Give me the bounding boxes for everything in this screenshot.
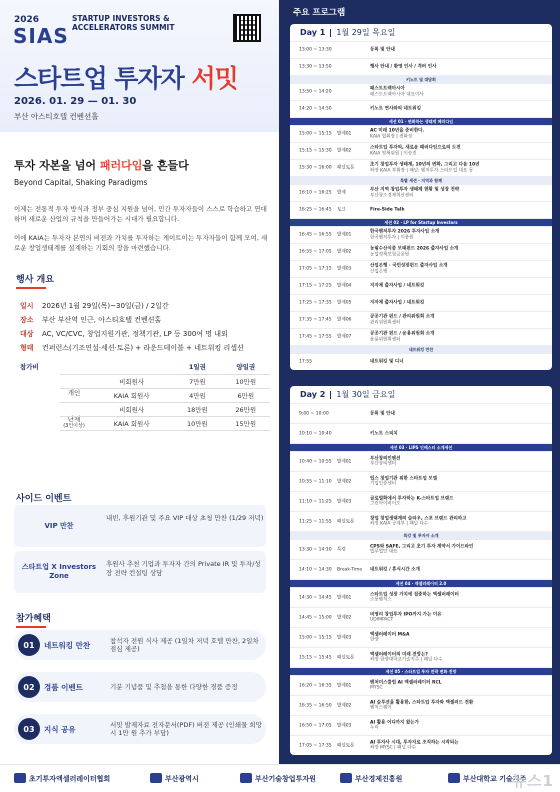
schedule-row xyxy=(290,311,552,328)
row-time: 16:45 ~ 16:55 xyxy=(299,232,332,238)
row-title: 창업 창업생태계의 슬라우, 스포 브랜드 관리하고 xyxy=(370,516,467,521)
day-header xyxy=(290,24,552,41)
schedule-row xyxy=(290,511,552,531)
row-value: 2026년 1월 29일(목)~30일(금) / 2일간 xyxy=(42,302,169,310)
row-content xyxy=(370,496,545,507)
row-detail: MYSC xyxy=(370,685,383,691)
row-content xyxy=(370,612,545,623)
event-year: 2026 xyxy=(14,15,40,25)
row-time: 16:25 ~ 16:45 xyxy=(299,207,332,213)
schedule-row xyxy=(290,539,552,559)
session-header: 특강 및 투자자 소개 xyxy=(290,531,552,539)
row-value: 부산 부산역 인근, 아스티호텔 컨벤션홀 xyxy=(42,316,162,324)
overview-row xyxy=(20,329,228,339)
row-content xyxy=(370,476,545,487)
kaia-logo-icon xyxy=(14,773,26,783)
day-label: Day 2 xyxy=(300,390,326,399)
row-detail: 농업정책보험금융원 xyxy=(370,252,410,257)
row-title: 등록 및 안내 xyxy=(370,410,395,416)
fee-group-team-note: (3인이상) xyxy=(63,423,85,429)
row-role: 패널토론 xyxy=(337,742,355,748)
row-title: AI 활용 어디까지 왔는가 xyxy=(370,720,419,725)
row-role: 패널토론 xyxy=(337,518,355,524)
row-role: 발제02 xyxy=(337,478,352,484)
row-title: 네트워킹 / 휴식시간 소개 xyxy=(370,566,420,572)
row-content xyxy=(370,567,545,573)
sponsor-bar xyxy=(0,764,560,792)
day-date: 1월 29일 목요일 xyxy=(336,28,396,37)
day-date: 1월 30일 금요일 xyxy=(336,390,396,399)
benefit-item xyxy=(14,630,266,660)
row-key: 형태 xyxy=(20,344,34,352)
benefit-label: 네트워킹 만찬 xyxy=(44,640,91,650)
row-time: 17:55 xyxy=(299,359,312,365)
schedule-row xyxy=(290,243,552,260)
row-content xyxy=(370,264,545,275)
row-title: Fire-Side Talk xyxy=(370,207,405,213)
table-row xyxy=(60,402,270,416)
row-role: 발제04 xyxy=(337,283,352,289)
row-content xyxy=(370,720,545,731)
schedule-rows xyxy=(290,403,552,755)
row-content xyxy=(370,315,545,326)
title-main: 스타트업 투자자 xyxy=(14,64,184,93)
row-time: 10:10 ~ 10:40 xyxy=(299,430,332,436)
fee-cell: 26만원 xyxy=(222,402,270,416)
row-time: 11:10 ~ 11:25 xyxy=(299,498,332,504)
event-title xyxy=(14,59,238,95)
fee-table xyxy=(60,360,270,431)
busan-logo-icon xyxy=(150,773,162,783)
row-time: 14:30 ~ 14:45 xyxy=(299,594,332,600)
schedule-row xyxy=(290,294,552,311)
row-time: 17:45 ~ 17:55 xyxy=(299,334,332,340)
row-key: 장소 xyxy=(20,316,34,324)
row-title: 패스트트랙아시아 xyxy=(370,86,405,92)
row-role: 발제01 xyxy=(337,232,352,238)
row-content xyxy=(370,544,545,555)
row-content xyxy=(370,592,545,603)
benefit-text: 참석자 전원 식사 제공 (1일차 저녁 호텔 만찬, 2일차 점심 제공) xyxy=(110,636,259,653)
row-detail: KAIA 정책위원 | 이승진 xyxy=(370,151,417,156)
watermark: 뉴스1 xyxy=(511,772,554,790)
row-detail: 누리 xyxy=(370,725,379,731)
row-role: 발제03 xyxy=(337,722,352,728)
row-content xyxy=(370,332,545,343)
row-title: 한국벤처투자 2026 투자사업 소개 xyxy=(370,229,440,235)
row-value: 컨퍼런스(기조연설·세션·토론) + 라운드테이블 + 네트워킹 리셉션 xyxy=(42,344,244,352)
schedule-row xyxy=(290,260,552,277)
row-time: 13:00 ~ 13:30 xyxy=(299,47,332,53)
program-column xyxy=(279,0,560,764)
row-role: 발제03 xyxy=(337,634,352,640)
schedule-row xyxy=(290,587,552,607)
row-title: AC 미래 10년을 준비한다. xyxy=(370,128,425,134)
row-content xyxy=(370,106,545,112)
logo-subtitle: STARTUP INVESTORS & ACCELERATORS SUMMIT xyxy=(72,14,175,32)
row-detail: 좌장 KAIA 공제부 | 패널 다수 xyxy=(370,521,429,527)
event-dates: 2026. 01. 29 — 01. 30 xyxy=(14,96,137,107)
fee-label: 참가비 xyxy=(20,363,39,371)
session-header: 세션 02 · LP for Startup Investors xyxy=(290,218,552,226)
benefit-label: 경품 이벤트 xyxy=(44,682,83,692)
row-time: 14:10 ~ 14:30 xyxy=(299,566,332,572)
row-role: 발제02 xyxy=(337,148,352,154)
row-title: 등록 및 안내 xyxy=(370,47,395,53)
row-content xyxy=(370,300,545,306)
row-title: 공공기관 펀드 / 운용위원회 소개 xyxy=(370,331,435,337)
schedule-row xyxy=(290,100,552,117)
row-time: 13:30 ~ 14:10 xyxy=(299,546,332,552)
side-event-label: VIP 만찬 xyxy=(44,521,74,530)
row-role: 발제02 xyxy=(337,249,352,255)
fee-cell: 비회원사 xyxy=(90,374,173,388)
row-detail: 좌장 한양대학교기술지주 | 패널 다수 xyxy=(370,657,443,663)
row-title: 부산 지역 창업투자 생태계 현황 및 성장 전략 xyxy=(370,187,460,193)
row-detail: 소풍벤처스 xyxy=(370,597,392,603)
row-title: 초기 창업투자 생태계, 10년의 변화, 그리고 다음 10년 xyxy=(370,162,480,168)
row-time: 14:45 ~ 15:00 xyxy=(299,614,332,620)
sponsor-name: 부산기술창업투자원 xyxy=(255,775,316,783)
row-detail: 부산창조경제혁신센터 xyxy=(370,193,414,198)
row-title: 농림수산식품 모태펀드 2026 출자사업 소개 xyxy=(370,246,459,252)
fee-cell: 4만원 xyxy=(173,388,221,402)
fee-col-header: 1일권 xyxy=(173,360,221,374)
benefit-number: 02 xyxy=(18,676,40,698)
row-title: 스타트업 투자의, 새로운 패러다임으로의 도전 xyxy=(370,145,461,151)
schedule-row xyxy=(290,226,552,243)
sponsor-logo xyxy=(240,773,316,784)
row-content xyxy=(370,129,545,140)
row-role: 발제05 xyxy=(337,300,352,306)
schedule-row xyxy=(290,735,552,755)
row-time: 10:55 ~ 11:10 xyxy=(299,478,332,484)
benefit-number: 03 xyxy=(18,718,40,740)
headline-pre: 투자 자본을 넘어 xyxy=(14,159,97,172)
row-time: 16:50 ~ 17:05 xyxy=(299,722,332,728)
row-detail: 패스트트랙아시아 대표이사 xyxy=(370,92,424,97)
intro-headline-en: Beyond Capital, Shaking Paradigms xyxy=(14,178,148,187)
row-detail: KAIA 협회장 | 전화성 xyxy=(370,134,413,139)
row-content xyxy=(370,188,545,199)
row-role: 발제03 xyxy=(337,498,352,504)
schedule-row xyxy=(290,559,552,579)
row-title: 비영리 창업투자 IPO까지 가는 이유 xyxy=(370,612,442,617)
row-detail: 한양 xyxy=(370,637,379,643)
schedule-row xyxy=(290,328,552,345)
schedule-row xyxy=(290,83,552,100)
row-role: Break-Time xyxy=(337,566,363,572)
day1-card xyxy=(290,24,552,370)
side-event-text: 후원사 추천 기업과 투자자 간의 Private IR 및 투자/성장 전략 컨설팅 상담 xyxy=(106,560,261,577)
fee-header-row xyxy=(60,360,270,374)
benefit-label: 지식 공유 xyxy=(44,724,76,734)
schedule-row xyxy=(290,201,552,218)
row-time: 17:05 ~ 17:35 xyxy=(299,742,332,748)
row-time: 9:00 ~ 10:00 xyxy=(299,410,329,416)
row-role: 토크 xyxy=(337,207,346,213)
sponsor-name: 부산경제진흥원 xyxy=(355,775,403,783)
event-venue: 부산 아스티호텔 컨벤션홀 xyxy=(14,112,99,121)
session-header: 특별 세션 · 지역과 함께 xyxy=(290,176,552,184)
row-value: AC, VC/CVC, 창업지원기관, 정책기관, LP 등 300여 명 내외 xyxy=(42,330,228,338)
schedule-row xyxy=(290,451,552,471)
row-content xyxy=(370,163,545,174)
row-detail: 그린아이바이오 xyxy=(370,501,401,507)
overview-row xyxy=(20,343,244,353)
row-detail: 좌장 KAIA 부회장 | 패널: 벤처투자 스타트업 대표 등 xyxy=(370,168,474,173)
benefit-item xyxy=(14,714,266,744)
overview-heading: 행사 개요 xyxy=(16,272,54,289)
row-role: 발제06 xyxy=(337,317,352,323)
row-time: 16:20 ~ 16:35 xyxy=(299,682,332,688)
fee-cell: 18만원 xyxy=(173,402,221,416)
row-time: 11:25 ~ 11:55 xyxy=(299,518,332,524)
row-detail: 기업인증센터 xyxy=(370,481,397,487)
row-role: 발제07 xyxy=(337,334,352,340)
row-content xyxy=(370,632,545,643)
fee-col-header xyxy=(90,360,173,374)
row-title: 글로벌화에서 투자하는 K-스타트업 브랜드 xyxy=(370,496,454,501)
row-title: 지자체 출자사업 / 네트워킹 xyxy=(370,283,425,289)
schedule-rows xyxy=(290,41,552,370)
session-header: 키노트 및 대담회 xyxy=(290,75,552,83)
row-key: 대상 xyxy=(20,330,34,338)
fee-cell: 10만원 xyxy=(173,416,221,430)
row-role: 발제01 xyxy=(337,682,352,688)
row-content xyxy=(370,146,545,157)
schedule-row xyxy=(290,471,552,491)
row-title: 엑셀러레이터 M&A xyxy=(370,632,410,637)
benefit-item xyxy=(14,672,266,702)
row-title: 팁스 창업기관 위한 스타트업 모델 xyxy=(370,476,438,481)
row-role: 패널토론 xyxy=(337,165,355,171)
row-time: 14:20 ~ 14:50 xyxy=(299,106,332,112)
row-time: 15:00 ~ 15:15 xyxy=(299,131,332,137)
schedule-row xyxy=(290,675,552,695)
row-role: 발제02 xyxy=(337,702,352,708)
sponsor-logo xyxy=(14,773,110,784)
row-content xyxy=(370,207,545,213)
headline-post: 을 흔들다 xyxy=(142,159,189,172)
fee-cell: 7만원 xyxy=(173,374,221,388)
fee-cell: 15만원 xyxy=(222,416,270,430)
row-content xyxy=(370,680,545,691)
schedule-row xyxy=(290,184,552,201)
schedule-row xyxy=(290,159,552,176)
row-detail: 부산창의센터 xyxy=(370,461,397,467)
row-title: 키노트 스피치 xyxy=(370,430,398,436)
row-content xyxy=(370,456,545,467)
row-title: 엑셀러레이터의 미래 전망는? xyxy=(370,652,428,657)
benefits-heading: 참가혜택 xyxy=(16,611,51,628)
row-title: 스타트업 성장 가치에 집중하는 엑셀러레이터 xyxy=(370,592,459,597)
row-time: 16:35 ~ 16:50 xyxy=(299,702,332,708)
intro-paragraph-2: 이에 KAIA는 투자자 본연의 비전과 가치를 투자하는 게이트이는 투자자들이 함께 모여, 새로운 창업생태계를 설계하는 기회의 장을 마련했습니다. xyxy=(14,234,268,252)
row-time: 15:15 ~ 15:45 xyxy=(299,654,332,660)
day2-card xyxy=(290,386,552,755)
row-detail: 관리위원회센터 xyxy=(370,320,401,325)
row-role: 발제 xyxy=(337,190,346,196)
sponsor-name: 초기투자액셀러레이터협회 xyxy=(29,775,111,783)
row-role: 특강 xyxy=(337,546,346,552)
intro-paragraph-1: 이제는 전통적 투자 방식과 정부 중심 지원을 넘어, 민간 투자자들이 스스로 학습하고 연대하며 새로운 산업의 규칙을 만들어가는 시대가 필요합니다. xyxy=(14,205,267,223)
row-content xyxy=(370,740,545,751)
side-event-card xyxy=(14,551,266,593)
headline-accent: 패러다임 xyxy=(99,159,143,172)
row-role: 발제03 xyxy=(337,266,352,272)
row-time: 16:55 ~ 17:05 xyxy=(299,249,332,255)
schedule-row xyxy=(290,607,552,627)
qr-code-icon[interactable] xyxy=(233,14,261,42)
table-row xyxy=(60,388,270,402)
row-role: 발제01 xyxy=(337,458,352,464)
row-role: 발제01 xyxy=(337,594,352,600)
row-content xyxy=(370,359,545,365)
hero-banner xyxy=(0,0,279,132)
left-column xyxy=(0,0,279,764)
session-header: 네트워킹 만찬 xyxy=(290,345,552,353)
schedule-row xyxy=(290,647,552,667)
row-role: 패널토론 xyxy=(337,654,355,660)
session-header: 세션 03 · LIPS 인베스터 소개세션 xyxy=(290,443,552,451)
row-detail: 산업은행 xyxy=(370,269,388,274)
schedule-row xyxy=(290,627,552,647)
benefit-number: 01 xyxy=(18,634,40,656)
table-row xyxy=(60,416,270,430)
fee-col-header: 양일권 xyxy=(222,360,270,374)
row-title: 지자체 출자사업 / 네트워킹 xyxy=(370,300,425,306)
row-title: 벤처미스클럽 AI 액셀러레이터 RCL xyxy=(370,680,442,685)
row-role: 발제01 xyxy=(337,131,352,137)
row-content xyxy=(370,431,545,437)
row-title: 부산창의인벤션 xyxy=(370,456,401,461)
bepa-logo-icon xyxy=(340,773,352,783)
sponsor-logo xyxy=(340,773,402,784)
fee-cell: 비회원사 xyxy=(90,402,173,416)
row-title: 공공기관 펀드 / 관리위원회 소개 xyxy=(370,314,435,320)
sias-logo xyxy=(13,24,69,48)
side-event-label: 스타트업 X Investors Zone xyxy=(21,563,97,580)
row-detail: 좌장 MYSC | 패널 다수 xyxy=(370,745,416,751)
overview-row xyxy=(20,301,169,311)
benefit-text: 서밋 발제자료 전자문서(PDF) 버전 제공 (인쇄물 희망 시 1만 원 추가 부담) xyxy=(110,720,262,737)
row-time: 15:30 ~ 16:00 xyxy=(299,165,332,171)
fee-cell: 10만원 xyxy=(222,374,270,388)
intro-headline xyxy=(14,157,189,173)
bti-logo-icon xyxy=(240,773,252,783)
row-title: CPS와 SAFE, 그리고 초기 투자 계약서 가이드라인 xyxy=(370,544,474,549)
fee-cell: KAIA 회원사 xyxy=(90,388,173,402)
fee-cell: 6만원 xyxy=(222,388,270,402)
schedule-row xyxy=(290,277,552,294)
row-content xyxy=(370,411,545,417)
day-label: Day 1 xyxy=(300,28,326,37)
fee-cell: KAIA 회원사 xyxy=(90,416,173,430)
row-time: 17:25 ~ 17:35 xyxy=(299,300,332,306)
fee-group-individual: 개인 xyxy=(67,389,81,397)
logo-text: SIAS xyxy=(13,24,69,48)
row-content xyxy=(370,283,545,289)
row-key: 일시 xyxy=(20,302,34,310)
row-title: AI 슬루션을 활용한, 스타트업 투자와 액셀러드 전환 xyxy=(370,700,474,705)
row-time: 17:35 ~ 17:45 xyxy=(299,317,332,323)
benefit-text: 기분 기념품 및 추첨을 통한 다양한 경품 증정 xyxy=(110,682,238,691)
schedule-row xyxy=(290,695,552,715)
day-header xyxy=(290,386,552,403)
row-time: 10:40 ~ 10:55 xyxy=(299,458,332,464)
schedule-row xyxy=(290,423,552,443)
side-event-card xyxy=(14,505,266,547)
row-time: 13:50 ~ 14:20 xyxy=(299,89,332,95)
schedule-row xyxy=(290,403,552,423)
row-content xyxy=(370,516,545,527)
row-detail: 벤처스퀘어 xyxy=(370,705,392,711)
row-time: 17:05 ~ 17:15 xyxy=(299,266,332,272)
row-content xyxy=(370,230,545,241)
schedule-row xyxy=(290,142,552,159)
row-time: 15:00 ~ 15:15 xyxy=(299,634,332,640)
side-event-text: 내빈, 후원기관 및 주요 VIP 대상 초청 만찬 (1/29 저녁) xyxy=(106,514,264,522)
schedule-row xyxy=(290,58,552,75)
row-role: 발제02 xyxy=(337,614,352,620)
row-content xyxy=(370,87,545,98)
overview-row xyxy=(20,315,161,325)
row-detail: UDIMPACT xyxy=(370,617,394,623)
row-content xyxy=(370,64,545,70)
row-content xyxy=(370,652,545,663)
pnu-logo-icon xyxy=(448,773,460,783)
row-title: 네트워킹 및 디너 xyxy=(370,359,404,365)
program-heading: 주요 프로그램 xyxy=(293,8,346,18)
row-time: 13:30 ~ 13:50 xyxy=(299,64,332,70)
row-detail: 한국벤처투자 | 이충원 xyxy=(370,235,414,240)
fee-group-team: 단체 xyxy=(67,415,81,423)
row-title: 산업은행 · 국민성장펀드 출자사업 소개 xyxy=(370,263,448,269)
schedule-row xyxy=(290,125,552,142)
session-header: 세션 01 · 변화하는 생태계 패러다임 xyxy=(290,117,552,125)
side-events-heading: 사이드 이벤트 xyxy=(16,491,71,508)
row-time: 16:10 ~ 16:25 xyxy=(299,190,332,196)
sponsor-logo xyxy=(150,773,199,784)
row-time: 17:15 ~ 17:25 xyxy=(299,283,332,289)
schedule-row xyxy=(290,353,552,370)
session-header: 세션 04 · 엑셀러레이터 2.0 xyxy=(290,579,552,587)
row-title: AI 투자사 시대, 투자자로 조직하는 시작되는 xyxy=(370,740,459,745)
sponsor-name: 부산대학교 기술지주 xyxy=(463,775,527,783)
row-time: 15:15 ~ 15:30 xyxy=(299,148,332,154)
row-content xyxy=(370,700,545,711)
row-title: 키노트 연사와의 네트워킹 xyxy=(370,106,421,112)
table-row xyxy=(60,374,270,388)
sponsor-name: 부산광역시 xyxy=(165,775,199,783)
row-content xyxy=(370,247,545,258)
schedule-row xyxy=(290,41,552,58)
row-detail: 운용위원회센터 xyxy=(370,337,401,342)
schedule-row xyxy=(290,715,552,735)
title-accent: 서밋 xyxy=(191,64,238,93)
session-header: 세션 05 · 스타트업 투자 전략 변화 전망 xyxy=(290,667,552,675)
row-content xyxy=(370,47,545,53)
row-title: 행사 안내 / 환영 인사 / 격려 인사 xyxy=(370,64,437,70)
schedule-row xyxy=(290,491,552,511)
row-detail: 법무법인 대표 xyxy=(370,549,398,555)
